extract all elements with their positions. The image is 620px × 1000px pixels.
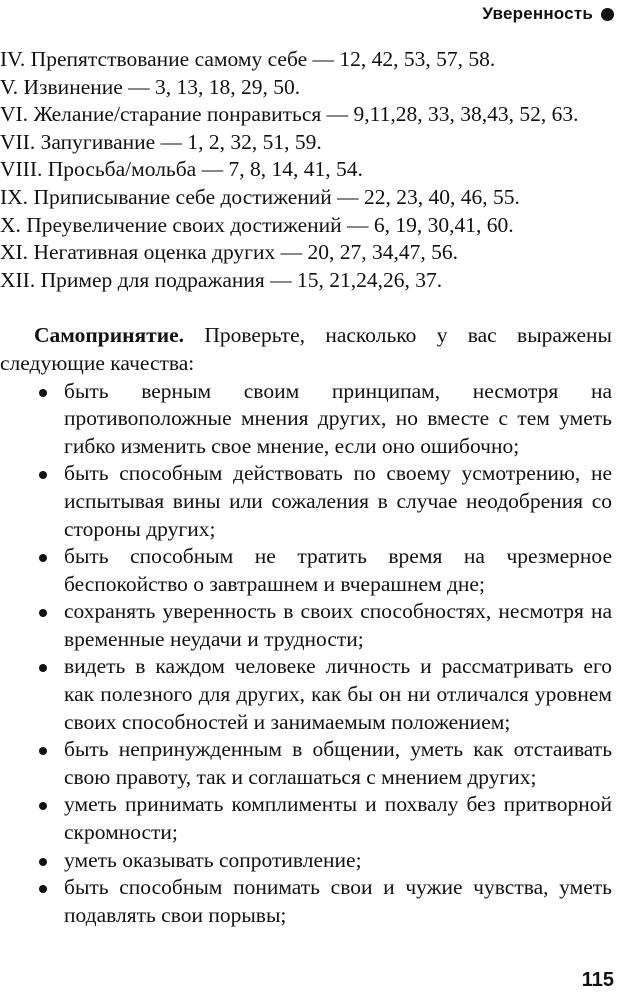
page-body <box>0 46 612 929</box>
bullet-icon <box>39 609 47 617</box>
scale-numeral: VIII. <box>0 157 43 182</box>
scale-item <box>0 129 612 157</box>
scale-item <box>0 239 612 267</box>
bullet-icon <box>39 747 47 755</box>
self-acceptance-section <box>0 322 612 929</box>
list-item <box>64 378 612 461</box>
running-head <box>482 4 614 24</box>
scale-item <box>0 184 612 212</box>
scale-item <box>0 74 612 102</box>
list-item <box>64 736 612 791</box>
scale-item <box>0 101 612 129</box>
qualities-list <box>0 378 612 930</box>
running-head-title: Уверенность <box>482 4 593 23</box>
list-item <box>64 874 612 929</box>
scale-text: Преувеличение своих достижений — 6, 19, 30,41, 60. <box>26 212 514 237</box>
list-item <box>64 460 612 543</box>
scale-numeral: IX. <box>0 184 29 209</box>
scale-text: Желание/старание понравиться — 9,11,28, 33, 38,43, 52, 63. <box>33 102 579 127</box>
list-item-text: видеть в каждом человеке личность и рассматривать его как полезного для других, как бы он ни отличался уровнем своих способностей и занимаемым положением; <box>64 654 612 734</box>
bullet-icon <box>39 389 47 397</box>
bullet-icon <box>39 885 47 893</box>
page-number: 115 <box>581 969 614 991</box>
list-item-text: быть верным своим принципам, несмотря на противоположные мнения других, но вместе с тем уметь гибко изменить свое мнение, если оно ошибочно; <box>64 378 612 458</box>
section-intro <box>0 322 612 377</box>
scale-numeral: V. <box>0 74 19 99</box>
bullet-icon <box>39 664 47 672</box>
list-item <box>64 598 612 653</box>
scale-text: Запугивание — 1, 2, 32, 51, 59. <box>40 129 322 154</box>
scale-text: Просьба/мольба — 7, 8, 14, 41, 54. <box>47 157 363 182</box>
scale-numeral: VI. <box>0 102 29 127</box>
scale-text: Препятствование самому себе — 12, 42, 53, 57, 58. <box>30 47 496 71</box>
list-item-text: быть способным не тратить время на чрезмерное беспокойство о завтрашнем и вчерашнем дне; <box>64 544 612 596</box>
bullet-dot-icon <box>601 8 614 21</box>
scale-numeral: VII. <box>0 129 36 154</box>
scale-numeral: X. <box>0 212 21 237</box>
scale-item <box>0 156 612 184</box>
scale-text: Пример для подражания — 15, 21,24,26, 37. <box>40 267 443 292</box>
list-item <box>64 847 612 875</box>
scale-numeral: XI. <box>0 240 29 265</box>
scale-text: Извинение — 3, 13, 18, 29, 50. <box>23 74 301 99</box>
section-heading: Самопринятие. <box>34 323 185 348</box>
bullet-icon <box>39 554 47 562</box>
bullet-icon <box>39 802 47 810</box>
list-item <box>64 543 612 598</box>
scale-text: Приписывание себе достижений — 22, 23, 40, 46, 55. <box>33 184 520 209</box>
list-item-text: быть способным понимать свои и чужие чувства, уметь подавлять свои порывы; <box>64 875 612 927</box>
scale-item <box>0 46 612 74</box>
list-item <box>64 791 612 846</box>
scale-item <box>0 267 612 295</box>
list-item-text: уметь принимать комплименты и похвалу без притворной скромности; <box>64 792 612 845</box>
bullet-icon <box>39 471 47 479</box>
list-item-text: уметь оказывать сопротивление; <box>64 847 362 872</box>
bullet-icon <box>39 858 47 866</box>
scale-numeral: XII. <box>0 267 36 292</box>
list-item <box>64 653 612 736</box>
scale-text: Негативная оценка других — 20, 27, 34,47, 56. <box>33 240 458 265</box>
scale-numeral: IV. <box>0 47 26 71</box>
section-intro-text: Проверьте, насколько у вас выражены следующие качества: <box>0 323 612 375</box>
scale-item <box>0 212 612 240</box>
list-item-text: быть непринужденным в общении, уметь как отстаивать свою правоту, так и соглашаться с мнением других; <box>64 737 612 789</box>
list-item-text: сохранять уверенность в своих способностях, несмотря на временные неудачи и трудности; <box>64 599 612 651</box>
scale-list <box>0 46 612 294</box>
list-item-text: быть способным действовать по своему усмотрению, не испытывая вины или сожаления в случае неодобрения со стороны других; <box>64 461 612 541</box>
